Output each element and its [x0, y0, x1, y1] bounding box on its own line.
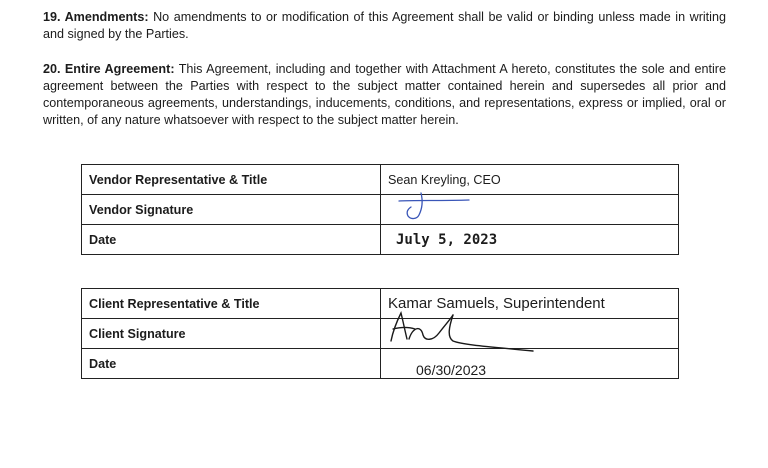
vendor-rep-value: Sean Kreyling, CEO	[381, 165, 679, 195]
clause-20	[43, 61, 726, 129]
vendor-rep-label: Vendor Representative & Title	[82, 165, 381, 195]
clause-20-text: This Agreement, including and together with Attachment A hereto, constitutes the sole and entire agreement between the Parties with respect to the subject matter contained herein and supersedes all prior and contemporaneous agreements, understandings, inducements, conditions, and representations, express or implied, oral or written, of any nature whatsoever with respect to the subject matter herein.	[43, 62, 726, 127]
clause-19-text: No amendments to or modification of this Agreement shall be valid or binding unless made in writing and signed by the Parties.	[43, 10, 726, 41]
table-row	[82, 165, 679, 195]
client-signature-cell[interactable]	[381, 319, 679, 349]
vendor-date-value: July 5, 2023	[396, 231, 498, 248]
client-date-value: 06/30/2023	[416, 361, 487, 378]
table-row	[82, 195, 679, 225]
table-row	[82, 319, 679, 349]
vendor-signature-cell[interactable]	[381, 195, 679, 225]
clause-19-heading: 19. Amendments:	[43, 10, 149, 24]
table-row	[82, 349, 679, 379]
clause-20-heading: 20. Entire Agreement:	[43, 62, 175, 76]
table-row	[82, 225, 679, 255]
client-signature-label: Client Signature	[82, 319, 381, 349]
client-rep-label: Client Representative & Title	[82, 289, 381, 319]
table-row	[82, 289, 679, 319]
client-date-label: Date	[82, 349, 381, 379]
clause-19	[43, 9, 726, 43]
vendor-signature-image	[391, 191, 481, 227]
vendor-signature-label: Vendor Signature	[82, 195, 381, 225]
client-signature-table	[81, 288, 679, 379]
vendor-date-label: Date	[82, 225, 381, 255]
vendor-signature-table	[81, 164, 679, 255]
client-rep-value: Kamar Samuels, Superintendent	[388, 295, 605, 312]
